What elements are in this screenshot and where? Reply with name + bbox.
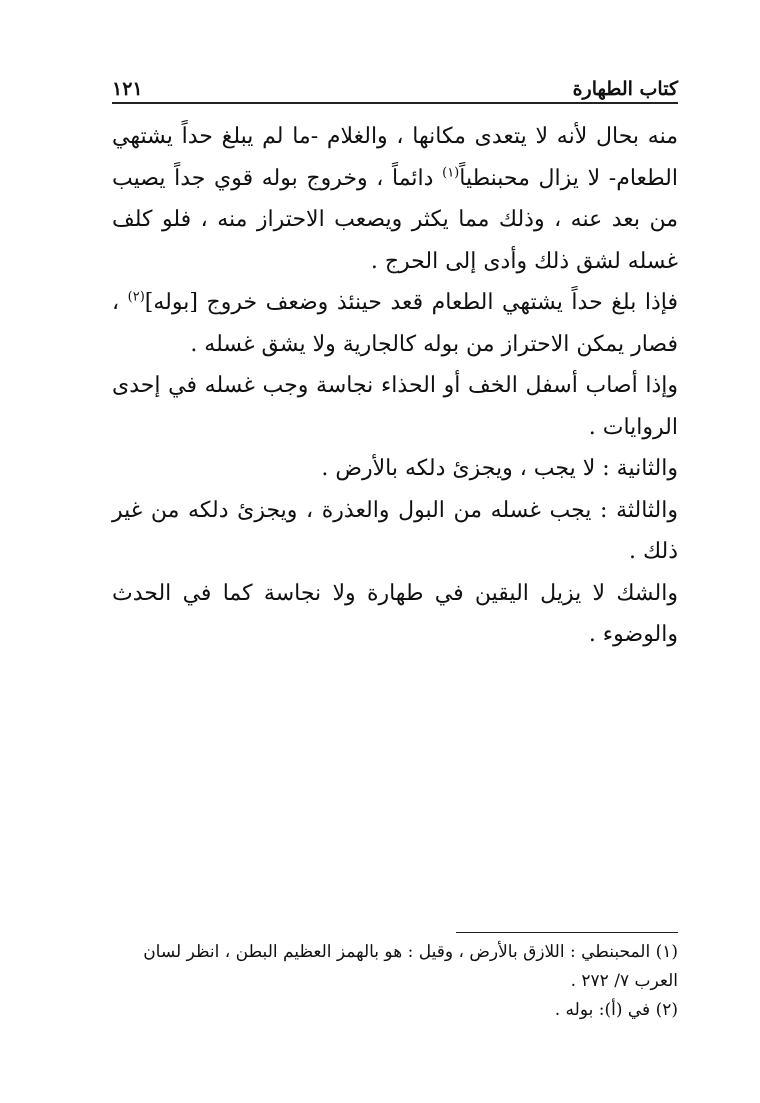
paragraph-1 (112, 116, 678, 282)
paragraph-6: والشك لا يزيل اليقين في طهارة ولا نجاسة كما في الحدث والوضوء . (112, 580, 678, 647)
chapter-title: كتاب الطهارة (572, 78, 678, 100)
running-header (112, 66, 678, 100)
paragraph-2-text-a: فإذا بلغ حداً يشتهي الطعام قعد حينئذ وضعف خروج [بوله] (144, 290, 679, 315)
main-text (112, 116, 678, 656)
footnote-ref-2[interactable]: (٢) (127, 289, 145, 305)
paragraph-5: والثالثة : يجب غسله من البول والعذرة ، ويجزئ دلكه من غير ذلك . (112, 497, 678, 564)
paragraph-4: والثانية : لا يجب ، ويجزئ دلكه بالأرض . (321, 456, 678, 481)
footnote-ref-1[interactable]: (١) (442, 165, 460, 181)
footnote-separator (456, 932, 678, 933)
header-rule (112, 102, 678, 104)
paragraph-2 (112, 282, 678, 365)
paragraph-1-text-b: دائماً ، وخروج بوله قوي جداً يصيب من بعد عنه ، وذلك مما يكثر ويصعب الاحتراز منه ، فلو كلف غسله لشق ذلك وأدى إلى الحرج . (112, 165, 678, 274)
footnote-1: (١) المحبنطي : اللازق بالأرض ، وقيل : هو بالهمز العظيم البطن ، انظر لسان العرب ٧/ ٢٧٢ . (143, 942, 678, 991)
paragraph-1-text-a: منه بحال لأنه لا يتعدى مكانها ، والغلام -ما لم يبلغ حداً يشتهي الطعام- لا يزال محبنطياً (112, 124, 678, 191)
page-number: ١٢١ (112, 78, 143, 100)
paragraph-3: وإذا أصاب أسفل الخف أو الحذاء نجاسة وجب غسله في إحدى الروايات . (112, 373, 678, 440)
footnotes (112, 938, 678, 1025)
footnote-2: (٢) في (أ): بوله . (554, 1000, 678, 1020)
paragraph-2-text-b: ، فصار يمكن الاحتراز من بوله كالجارية ولا يشق غسله . (112, 290, 678, 357)
